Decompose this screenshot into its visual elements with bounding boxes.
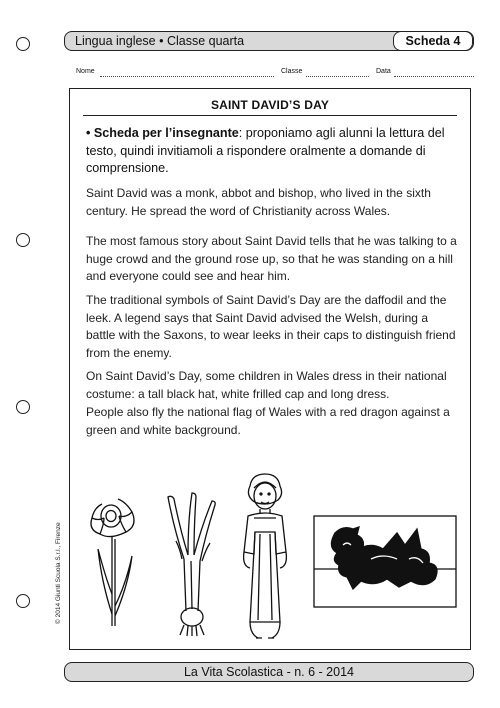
daffodil-icon: [88, 494, 140, 629]
paragraph-5: People also fly the national flag of Wales with a red dragon against a green and white background.: [86, 405, 450, 437]
teacher-note-label: • Scheda per l’insegnante: [86, 126, 239, 140]
date-line[interactable]: [394, 76, 474, 77]
class-line[interactable]: [306, 76, 369, 77]
name-label: Nome: [76, 68, 95, 75]
binder-hole-3: [16, 400, 30, 414]
content-card: [69, 88, 471, 650]
card-title: SAINT DAVID’S DAY: [210, 98, 330, 112]
binder-hole-4: [16, 594, 30, 608]
binder-hole-2: [16, 233, 30, 247]
header-subject: Lingua inglese • Classe quarta: [75, 34, 245, 48]
binder-hole-1: [16, 37, 30, 51]
teacher-note-text: : proponiamo agli alunni la lettura del testo, quindi invitiamoli a rispondere oralmente a domande di comprensione.: [86, 126, 445, 175]
class-label: Classe: [281, 68, 303, 75]
paragraph-1: Saint David was a monk, abbot and bishop, who lived in the sixth century. He spread the word of Christianity across Wales.: [86, 186, 431, 218]
welsh-flag-icon: [313, 515, 458, 609]
copyright-text: © 2014 Giunti Scuola S.r.l., Firenze: [55, 522, 62, 624]
date-label: Data: [376, 68, 391, 75]
paragraph-2: The most famous story about Saint David tells that he was talking to a huge crowd and the ground rose up, so that he was standing on a hill and everyone could see and hear him.: [86, 234, 457, 283]
welsh-girl-costume-icon: [230, 472, 300, 644]
header-bar: [64, 31, 474, 51]
title-divider: [83, 115, 457, 116]
name-line[interactable]: [100, 76, 274, 77]
footer-bar: La Vita Scolastica - n. 6 - 2014: [64, 662, 474, 682]
paragraph-4: On Saint David’s Day, some children in Wales dress in their national costume: a tall black hat, white frilled cap and long dress.: [86, 369, 447, 401]
teacher-note: [86, 125, 458, 178]
paragraph-3: The traditional symbols of Saint David’s Day are the daffodil and the leek. A legend says that Saint David advised the Welsh, during a battle with the Saxons, to wear leeks in their caps to distinguish friend from the enemy.: [86, 293, 456, 360]
student-fields: [76, 68, 476, 80]
leek-icon: [162, 489, 222, 637]
sheet-number: Scheda 4: [393, 31, 473, 51]
